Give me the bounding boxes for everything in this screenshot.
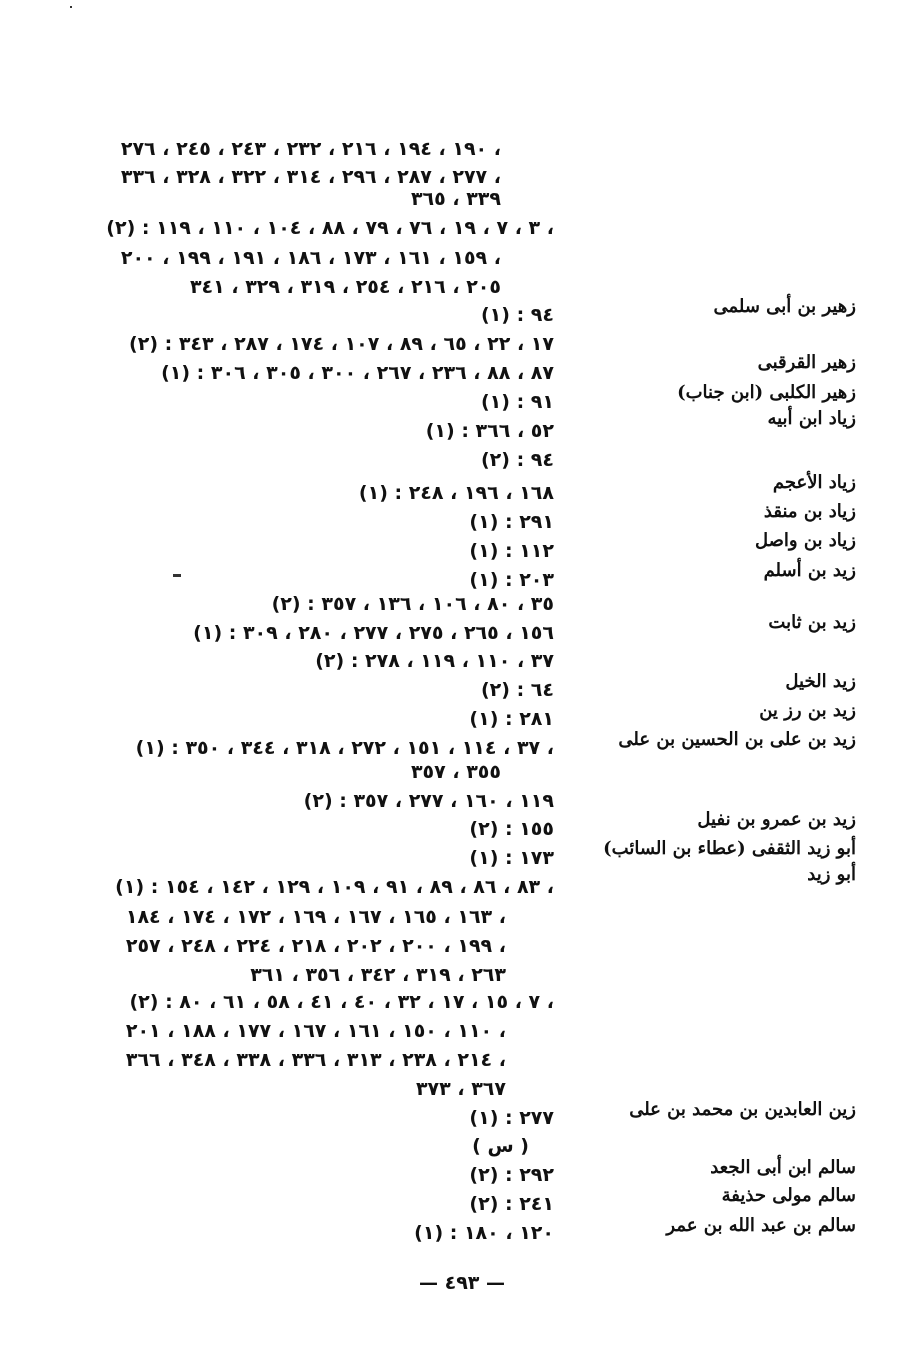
ref-line: (٢) : ٧ ، ١٥ ، ١٧ ، ٣٢ ، ٤٠ ، ٤١ ، ٥٨ ، ٦١ ، ٨٠ ، — [129, 991, 554, 1013]
ref-line: (٢) : ٢٤١ — [469, 1193, 554, 1215]
ref-line: ٣٦٧ ، ٣٧٣ — [415, 1078, 506, 1100]
ref-line: (٢) : ٩٤ — [480, 449, 554, 471]
ref-line: ١٥٩ ، ١٦١ ، ١٧٣ ، ١٨٦ ، ١٩١ ، ١٩٩ ، ٢٠٠ ، — [120, 247, 501, 269]
ref-line: (٢) : ١٥٥ — [469, 818, 554, 840]
index-name: زهير الكلبى (ابن جناب) — [677, 382, 856, 403]
ref-line: ١١٠ ، ١٥٠ ، ١٦١ ، ١٦٧ ، ١٧٧ ، ١٨٨ ، ٢٠١ ، — [125, 1020, 506, 1042]
ref-line: ٣٥٥ ، ٣٥٧ — [410, 761, 501, 783]
ref-line: (٢) : ٣٥ ، ٨٠ ، ١٠٦ ، ١٣٦ ، ٣٥٧ — [271, 593, 554, 615]
index-name: سالم مولى حذيفة — [721, 1185, 856, 1206]
ref-line: (١) : ٥٢ ، ٣٦٦ — [425, 420, 554, 442]
ref-line: (٢) : ٦٤ — [480, 679, 554, 701]
print-speck — [173, 574, 181, 577]
ref-line: (٢) : ٢٩٢ — [469, 1164, 554, 1186]
print-speck — [70, 6, 72, 8]
ref-line: (١) : ٩٤ — [480, 304, 554, 326]
index-name: زياد ابن أبيه — [767, 408, 856, 429]
ref-line: (١) : ٢٧٧ — [469, 1107, 554, 1129]
index-name: زهير القرقبى — [757, 352, 856, 373]
ref-line: (٢) : ١٧ ، ٢٢ ، ٦٥ ، ٨٩ ، ١٠٧ ، ١٧٤ ، ٢٨٧ ، ٣٤٣ — [129, 333, 554, 355]
ref-line: (١) : ١١٢ — [469, 540, 554, 562]
index-name: زين العابدين بن محمد بن على — [629, 1099, 856, 1120]
index-name: زياد بن منقذ — [763, 501, 856, 522]
index-name: سالم ابن أبى الجعد — [710, 1157, 856, 1178]
index-name: زهير بن أبى سلمى — [713, 296, 856, 317]
ref-line: (١) : ٨٣ ، ٨٦ ، ٨٩ ، ٩١ ، ١٠٩ ، ١٢٩ ، ١٤٢ ، ١٥٤ ، — [115, 876, 554, 898]
ref-line: ١٦٣ ، ١٦٥ ، ١٦٧ ، ١٦٩ ، ١٧٢ ، ١٧٤ ، ١٨٤ ، — [125, 906, 506, 928]
index-name: أبو زيد — [807, 864, 856, 885]
ref-line: (١) : ٣٧ ، ١١٤ ، ١٥١ ، ٢٧٢ ، ٣١٨ ، ٣٤٤ ، ٣٥٠ ، — [135, 737, 554, 759]
ref-line: ٢٦٣ ، ٣١٩ ، ٣٤٢ ، ٣٥٦ ، ٣٦١ — [250, 964, 506, 986]
ref-line: (١) : ١٧٣ — [469, 847, 554, 869]
ref-line: ٢١٤ ، ٢٣٨ ، ٣١٣ ، ٣٣٦ ، ٣٣٨ ، ٣٤٨ ، ٣٦٦ ، — [125, 1049, 506, 1071]
index-name: زيد الخيل — [785, 671, 856, 692]
ref-line: ١٩٩ ، ٢٠٠ ، ٢٠٢ ، ٢١٨ ، ٢٢٤ ، ٢٤٨ ، ٢٥٧ ، — [125, 935, 506, 957]
ref-line: ٢٧٧ ، ٢٨٧ ، ٢٩٦ ، ٣١٤ ، ٣٢٢ ، ٣٢٨ ، ٣٣٦ ، — [120, 166, 501, 188]
index-name: أبو زيد الثقفى (عطاء بن السائب) — [603, 838, 856, 859]
index-name: زيد بن على بن الحسين بن على — [618, 729, 856, 750]
ref-line: (٢) : ٣ ، ٧ ، ١٩ ، ٧٦ ، ٧٩ ، ٨٨ ، ١٠٤ ، ١١٠ ، ١١٩ ، — [106, 217, 554, 239]
index-name: زيد بن أسلم — [763, 560, 856, 581]
ref-line: (١) : ٩١ — [480, 391, 554, 413]
index-name: زياد بن واصل — [754, 530, 856, 551]
ref-line: (٢) : ٣٧ ، ١١٠ ، ١١٩ ، ٢٧٨ — [315, 650, 554, 672]
ref-line: (١) : ١٥٦ ، ٢٦٥ ، ٢٧٥ ، ٢٧٧ ، ٢٨٠ ، ٣٠٩ — [193, 622, 554, 644]
ref-line: (١) : ٢٠٣ — [469, 569, 554, 591]
section-letter: ( س ) — [472, 1135, 529, 1157]
ref-line: (١) : ٨٧ ، ٨٨ ، ٢٣٦ ، ٢٦٧ ، ٣٠٠ ، ٣٠٥ ، ٣٠٦ — [161, 362, 554, 384]
index-name: زيد بن رز ين — [759, 700, 856, 721]
ref-line: ٢٠٥ ، ٢١٦ ، ٢٥٤ ، ٣١٩ ، ٣٢٩ ، ٣٤١ — [189, 276, 501, 298]
page-number: — ٤٩٣ — — [418, 1272, 506, 1294]
ref-line: (١) : ٢٩١ — [469, 511, 554, 533]
index-name: زيد بن عمرو بن نفيل — [697, 809, 856, 830]
ref-line: (٢) : ١١٩ ، ١٦٠ ، ٢٧٧ ، ٣٥٧ — [303, 790, 554, 812]
index-name: سالم بن عبد الله بن عمر — [666, 1215, 856, 1236]
ref-line: ١٩٠ ، ١٩٤ ، ٢١٦ ، ٢٣٢ ، ٢٤٣ ، ٢٤٥ ، ٢٧٦ ، — [120, 138, 501, 160]
ref-line: (١) : ٢٨١ — [469, 708, 554, 730]
index-name: زيد بن ثابت — [768, 612, 856, 633]
ref-line: (١) : ١٢٠ ، ١٨٠ — [414, 1222, 554, 1244]
ref-line: ٣٣٩ ، ٣٦٥ — [410, 188, 501, 210]
ref-line: (١) : ١٦٨ ، ١٩٦ ، ٢٤٨ — [358, 482, 554, 504]
index-name: زياد الأعجم — [772, 472, 856, 493]
